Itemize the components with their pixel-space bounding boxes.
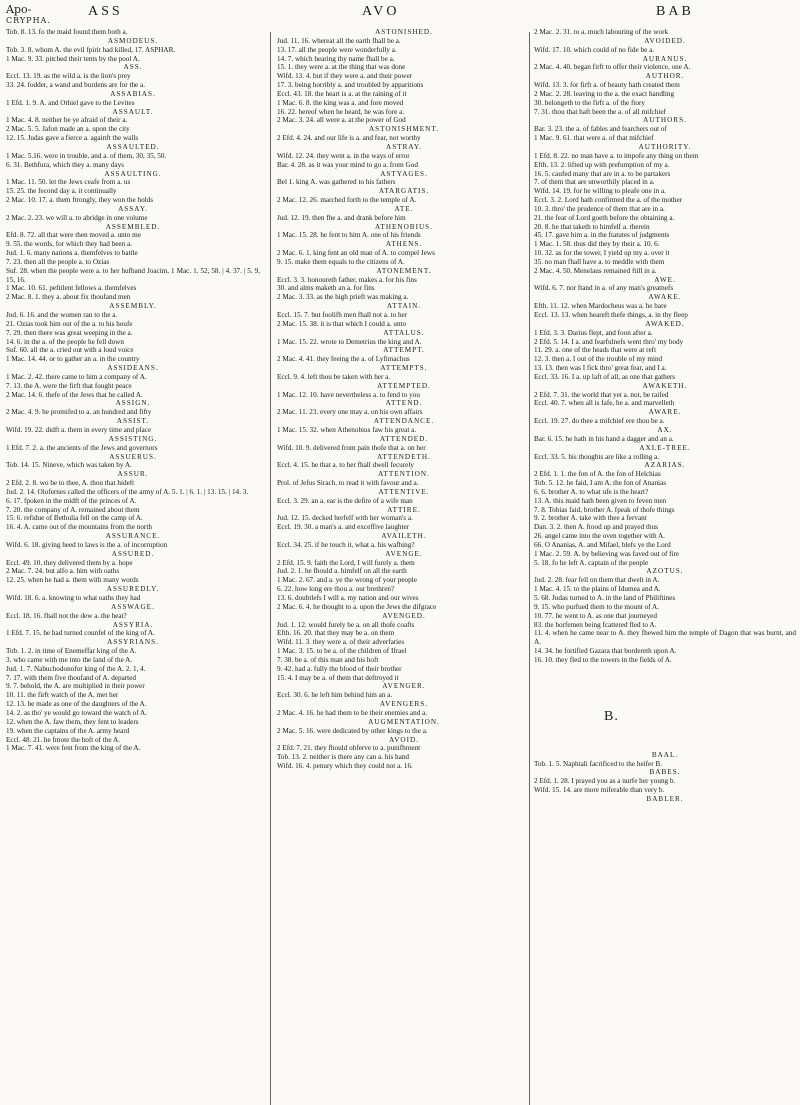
concordance-entry: Jud. 12. 19. then fhe a. and drank before him [277,213,406,222]
concordance-entry: Wifd. 10. 9. delivered from pain thofe that a. on her [277,443,426,452]
concordance-entry: 15. 25. the fecond day a. it continually [6,187,117,196]
concordance-entry: Efth. 16. 20. that they may be a. on them [277,629,395,638]
concordance-entry: 1 Mac. 12. 10. have nevertheless a. to fend to you [277,390,420,399]
concordance-entry: 16. 22. hereof when he heard, he was fore a. [277,107,405,116]
concordance-entry: 2 Mac. 11. 23. every one may a. on his own affairs [277,408,423,417]
concordance-entry: 12. 13. be made as one of the daughters of the A. [6,700,147,709]
concordance-entry: 12. 3. then a. I out of the trouble of my mind [534,355,663,364]
concordance-entry: Jud. 2. 28. fear fell on them that dwelt in A. [534,576,660,585]
entry-heading: ASSEMBLED. [105,222,161,231]
concordance-entry: 19. when the captains of the A. army heard [6,726,130,735]
concordance-entry: 2 Mac. 2. 23. we will a. to abridge in one volume [6,213,148,222]
concordance-entry: Tob. 1. 2. in time of Enemeffar king of the A. [6,647,137,656]
concordance-entry: 1 Mac. 2. 42. there came to him a company of A. [6,372,147,381]
concordance-entry: 1 Mac. 14. 44. or to gather an a. in the country [6,355,140,364]
concordance-entry: 1 Mac. 15. 28. he fent to him A. one of his friends [277,231,421,240]
concordance-entry: 21. Ozias took him out of the a. to his houfe [6,319,133,328]
concordance-entry: Eccl. 33. 5. his thoughts are like a rolling a. [534,452,660,461]
concordance-entry: 1 Mac. 3. 15. to be a. of the children of Ifrael [277,647,407,656]
concordance-entry: Wifd. 16. 4. penury which they could not a. 16. [277,762,413,771]
concordance-entry: 7. 38. be a. of this man and his hoft [277,655,379,664]
concordance-entry: Eccl. 18. 16. fhall not the dew a. the heat? [6,611,127,620]
concordance-entry: Suf. 60. all the a. cried out with a loud voice [6,346,134,355]
concordance-entry: 1 Mac. 11. 50. let the Jews ceafe from a. us [6,178,131,187]
concordance-entry: Tob. 13. 2. neither is there any can a. his hand [277,753,410,762]
letter-section-heading: B. [604,708,619,724]
entry-heading: ATE. [394,204,414,213]
concordance-entry: Efth. 13. 2. lifted up with prefumption of my a. [534,160,670,169]
concordance-entry: 6. 17. fpoken in the midft of the princes of A. [6,496,137,505]
concordance-entry: 2 Mac. 6. 1. king fent an old man of A. to compel Jews [277,249,435,258]
concordance-entry: 1 Mac. 7. 41. were fent from the king of the A. [6,744,141,753]
concordance-entry: 15. 1. they were a. at the thing that was done [277,63,406,72]
entry-heading: AVENGER. [382,682,426,691]
concordance-entry: Jud. 6. 16. and the women ran to the a. [6,311,118,319]
concordance-entry: 2 Mac. 8. 1. they a. about fix thoufand men [6,293,131,302]
entry-heading: AUTHORS. [643,116,687,125]
concordance-entry: 17. 3. being horribly a. and troubled by apparitions [277,81,424,90]
concordance-entry: 7. of them that are unworthily placed in a. [534,178,655,187]
concordance-entry: 45. 17. gave him a. in the ftatutes of judgments [534,231,670,240]
entry-heading: ASSURANCE. [105,532,161,541]
concordance-entry: 2 Mac. 3. 33. as the high prieft was making a. [277,293,409,302]
concordance-entry: 1 Mac. 15. 22. wrote to Demetrius the king and A. [277,337,422,346]
concordance-entry: Wifd. 15. 14. are more miferable than very b. [534,786,665,795]
section-label-bottom: CRYPHA. [6,16,51,25]
concordance-entry: 7. 13. the A. were the firft that fought peace [6,381,132,390]
concordance-entry: 5. 68. Judas turned to A. in the land of Philiftines [534,594,676,602]
concordance-entry: Eccl. 19. 30. a man's a. and exceffive laughter [277,523,410,532]
concordance-entry: 15. 4. I may be a. of them that deftroyed it [277,673,399,682]
entry-heading: ATTEMPTED. [377,381,431,390]
concordance-entry: 14. 6. in the a. of the people he fell down [6,337,124,346]
concordance-entry: 10. 32. as for the tower, I yield up my a. over it [534,249,670,258]
concordance-entry: Tob. 5. 12. he faid, I am A. the fon of Ananias [534,479,667,488]
concordance-entry: 2 Mac. 7. 24. but alfo a. him with oaths [6,567,120,576]
concordance-entry: 7. 17. with them five thoufand of A. departed [6,673,136,682]
concordance-entry: 10. 11. the firft watch of the A. met her [6,691,119,700]
entry-heading: ASSURED. [111,549,155,558]
concordance-entry: Bar. 3. 23. the a. of fables and fearchers out of [534,125,667,134]
concordance-entry: 1 Mac. 5.16. were in trouble, and a. of them, 30, 35, 50. [6,151,167,160]
concordance-entry: Efth. 11. 12. when Mardocheus was a. he bare [534,302,667,311]
entry-heading: ASSYRIANS. [107,638,159,647]
concordance-entry: Tob. 8. 13. fo the maid found them both a. [6,28,128,36]
entry-heading: AX. [657,425,673,434]
concordance-entry: Eccl. 9. 4. left thou be taken with her a. [277,372,391,381]
concordance-entry: 2 Mac. 6. 4. he thought to a. upon the Jews the difgrace [277,602,437,611]
concordance-entry: 2 Efd. 1. 1. the fon of A. the fon of Helchias [534,470,661,479]
entry-heading: ATHENOBIUS. [375,222,433,231]
concordance-entry: 6. 22. how long ere thou a. our brethren? [277,585,395,594]
concordance-entry: Tob. 14. 15. Nineve, which was taken by A. [6,461,132,470]
concordance-entry: 13. 13. then was I fick thro' great fear, and I a. [534,364,667,373]
concordance-entry: 2 Efd. 5. 14. I a. and fearfulnefs went thro' my body [534,337,684,346]
concordance-entry: 35. no man fhall have a. to meddle with them [534,257,665,266]
concordance-entry: Eccl. 49. 10. they delivered them by a. hope [6,558,133,567]
entry-heading: ATHENS. [385,240,423,249]
concordance-entry: 2 Mac. 4. 50. Menelaus remained ftill in a. [534,266,657,275]
column-1 [6,28,260,753]
concordance-entry: 9. 42. had a. fully the blood of their brother [277,664,402,673]
concordance-entry: 13. 17. all the people were wonderfully a. [277,45,397,54]
entry-heading: ATONEMENT. [376,266,432,275]
concordance-entry: Wifd. 13. 4. but if they were a. and their power [277,72,413,81]
concordance-entry: Wifd. 6. 7. nor ftand in a. of any man's greatnefs [534,284,674,293]
concordance-entry: Eccl. 4. 15. he that a. to her fhall dwell fecurely [277,461,414,470]
entry-heading: ATTALUS. [383,328,425,337]
concordance-entry: Eccl. 34. 25. if he touch it, what a. his wafhing? [277,540,415,549]
entry-heading: ATARGATIS. [378,187,430,196]
entry-heading: ASSAULTED. [106,142,160,151]
concordance-entry: 33. 24. fodder, a wand and burdens are for the a. [6,81,146,90]
concordance-entry: 1 Mac. 6. 8. the king was a. and fore moved [277,98,404,107]
concordance-entry: 2 Mac. 3. 24. all were a. at the power of God [277,116,406,125]
concordance-entry: Eccl. 3. 2. Lord hath confirmed the a. of the mother [534,196,683,205]
concordance-entry: 2 Efd. 7. 31. the world that yet a. not, be raifed [534,390,669,399]
concordance-entry: Eccl. 15. 7. but foolifh men fhall not a. to her [277,311,408,319]
concordance-entry: Eccl. 13. 13. when heareft thefe things, a. in thy fleep [534,311,688,319]
entry-heading: ASSUREDLY. [106,585,160,594]
concordance-entry: 15. 6. refidue of Bethulia fell on the camp of A. [6,514,143,523]
concordance-entry: 1 Efd. 1. 9. A. and Othiel gave to the Levites [6,98,135,107]
entry-heading: ATTENTIVE. [378,487,430,496]
concordance-entry: Wifd. 12. 24. they went a. in the ways of error [277,151,410,160]
concordance-entry: 2 Mac. 5. 5. Jafon made an a. upon the city [6,125,130,134]
concordance-entry: 83. the horfemen being fcattered fled to A. [534,620,657,629]
concordance-entry: Bar. 6. 15. he hath in his hand a dagger and an a. [534,434,674,443]
concordance-entry: 1 Efd. 3. 3. Darius flept, and foon after a. [534,328,653,337]
concordance-entry: Eccl. 40. 7. when all is fafe, he a. and marvelleth [534,399,675,408]
concordance-entry: Jud. 1. 12. would furely be a. on all thofe coafts [277,620,415,629]
concordance-entry: 5. 18. fo he left A. captain of the people [534,558,649,567]
column-3 [534,28,796,804]
entry-heading: AUGMENTATION. [368,717,440,726]
concordance-entry: Jud. 11. 16. whereat all the earth fhall be a. [277,36,401,45]
entry-heading: AWAKE. [648,293,682,302]
entry-heading: ASSAULTING. [104,169,162,178]
concordance-entry: 7. 8. Tobias faid, brother A. fpeak of thofe things [534,505,675,514]
entry-heading: BABES. [649,768,681,777]
entry-heading: ASSUR. [117,470,149,479]
entry-heading: AWAKED. [645,319,685,328]
concordance-entry: 11. 29. a. one of the heads that were at reft [534,346,657,355]
entry-heading: ATTIRE. [387,505,421,514]
entry-heading: ASTRAY. [386,142,422,151]
concordance-entry: 12. 25. when he had a. them with many words [6,576,139,585]
entry-heading: ATTAIN. [386,302,422,311]
concordance-entry: 1 Mac. 4. 8. neither be ye afraid of their a. [6,116,128,125]
concordance-entry: 3. who came with me into the land of the A. [6,655,133,664]
column-2 [277,28,531,771]
concordance-entry: 14. 2. as tho' ye would go toward the watch of A. [6,708,148,717]
concordance-entry: 6. 31. Bethfura, which they a. many days [6,160,124,169]
concordance-entry: Tob. 1. 5. Naphtali facrificed to the heifer B. [534,759,663,768]
concordance-entry: 1 Mac. 9. 61. that were a. of that mifchief [534,134,654,143]
concordance-entry: 2 Mac. 2. 28. leaving to the a. the exact handling [534,89,675,98]
concordance-entry: Wifd. 14. 19. for he willing to pleafe one in a. [534,187,666,196]
entry-heading: AVOIDED. [644,36,686,45]
entry-heading: ASSIDEANS. [107,364,159,373]
entry-heading: AVENGED. [382,611,426,620]
concordance-entry: 7. 20. the company of A. remained about them [6,505,140,514]
entry-heading: BABLER. [646,794,684,803]
concordance-entry: 11. 4. when he came near to A. they fhewed him the temple of Dagon that was burnt, and A. [534,629,796,647]
concordance-entry: Jud. 2. 1. he fhould a. himfelf on all the earth [277,567,407,576]
running-head-right: BAB [656,4,694,19]
concordance-entry: 16. 10. they fled to the towers in the fields of A. [534,655,672,664]
concordance-entry: 16. 5. caufed many that are in a. to be partakers [534,169,671,178]
concordance-entry: 26. angel came into the oven together with A. [534,532,665,541]
running-head-center: AVO [362,4,400,19]
concordance-entry: 7. 29. then there was great weeping in the a. [6,328,133,337]
concordance-entry: 1 Mac. 2. 59. A. by believing was faved out of fire [534,549,680,558]
concordance-entry: Suf. 28. when the people were a. to her hufband Joacim, 1 Mac. 1. 52, 58. | 4. 37. | 5. 9, 15, 16. [6,266,260,284]
entry-heading: ASSIGN. [115,399,151,408]
concordance-entry: 1 Mac. 1. 58. thus did they by their a. 10. 6. [534,240,660,249]
concordance-entry: 12. when the A. faw them, they fent to leaders [6,717,139,726]
concordance-entry: Wifd. 13. 3. for firft a. of beauty hath created them [534,81,680,90]
concordance-entry: 14. 34. he fortified Gazara that bordereth upon A. [534,647,677,656]
entry-heading: AVOID. [388,735,420,744]
concordance-entry: Jud. 2. 14. Olofernes called the officers of the army of A. 5. 1. | 6. 1. | 13. 15. | 14. 3. [6,487,249,496]
concordance-entry: 2 Efd. 4. 24. and our life is a. and fear, not worthy [277,134,421,143]
entry-heading: ASSEMBLY. [109,302,157,311]
concordance-entry: 2 Efd. 2. 8. wo be to thee, A. thou that hideft [6,479,135,488]
entry-heading: ASTYAGES. [380,169,428,178]
concordance-entry: Eccl. 19. 27. do thee a mifchief ere thou be a. [534,417,665,426]
entry-heading: ATTEND. [385,399,423,408]
concordance-entry: 6. 6. brother A. to what ufe is the heart? [534,487,649,496]
concordance-entry: Bar. 4. 28. as it was your mind to go a. from God [277,160,418,169]
section-label-top: Apo- [6,3,32,16]
section-label [6,4,51,26]
concordance-entry: 2 Mac. 12. 26. marched forth to the temple of A. [277,196,417,205]
concordance-entry: Prol. of Jefus Sirach. to read it with favour and a. [277,479,419,488]
entry-heading: AWE. [654,275,676,284]
entry-heading: AXLE-TREE. [639,443,691,452]
concordance-entry: 2 Mac. 4. 40. began firft to offer their violence, one A. [534,63,691,72]
entry-heading: ASSUERUS. [109,452,157,461]
concordance-entry: 1 Efd. 7. 2. a. the ancients of the Jews and governors [6,443,158,452]
concordance-entry: 1 Mac. 4. 15. to the plains of Idumea and A. [534,585,661,594]
concordance-entry: Wifd. 6. 18. giving heed to laws is the a. of incorruption [6,540,168,549]
concordance-entry: Wifd. 19. 22. didft a. them in every time and place [6,425,152,434]
entry-heading: ATTENTION. [378,470,430,479]
concordance-entry: 66. O Ananias, A. and Mifael, blefs ye the Lord [534,540,671,549]
entry-heading: AUTHOR. [645,72,685,81]
concordance-entry: Wifd. 17. 10. which could of no fide be a. [534,45,655,54]
concordance-entry: Dan. 3. 2. then A. ftood up and prayed thus [534,523,658,532]
concordance-entry: Eccl. 3. 3. honoureth father, makes a. for his fins [277,275,417,284]
concordance-entry: Eccl. 48. 21. he fmote the hoft of the A. [6,735,120,744]
concordance-entry: 2 Efd. 15. 9. faith the Lord, I will furely a. them [277,558,415,567]
concordance-entry: 1 Mac. 2. 67. and a. ye the wrong of your people [277,576,417,585]
concordance-entry: 2 Mac. 4. 16. he had them to be their enemies and a. [277,708,428,717]
concordance-entry: Jud. 1. 6. many nations a. themfelves to battle [6,249,138,258]
concordance-entry: 7. 31. thou that haft been the a. of all mifchief [534,107,666,116]
concordance-entry: 2 Mac. 4. 9. he promifed to a. an hundred and fifty [6,408,152,417]
entry-heading: ASTONISHMENT. [368,125,440,134]
concordance-entry: 1 Mac. 10. 61. peftilent fellows a. themfelves [6,284,137,293]
entry-heading: ASSABIAS. [110,89,156,98]
entry-heading: AURANUS. [642,54,688,63]
concordance-entry: 9. 55. the words, for which they had been a. [6,240,132,249]
concordance-entry: 30. and alms maketh an a. for fins [277,284,375,293]
concordance-entry: 9. 15. who purfued them to the mount of A. [534,602,659,611]
concordance-entry: 7. 23. then all the people a. to Ozias [6,257,110,266]
concordance-entry: Eccl. 13. 19. as the wild a. is the lion's prey [6,72,131,81]
entry-heading: ASSYRIA. [112,620,154,629]
concordance-entry: 2 Efd. 1. 28. I prayed you as a nurfe her young b. [534,777,676,786]
running-head-left: ASS [88,4,123,19]
entry-heading: ASSAULT. [112,107,154,116]
concordance-entry: 13. 6. doubtlefs I will a. my nation and our wives [277,594,419,602]
entry-heading: ASSAY. [118,204,148,213]
concordance-entry: 2 Mac. 4. 41. they feeing the a. of Lyfimachus [277,355,410,364]
concordance-entry: Jud. 1. 7. Nabuchodonofor king of the A. 2. 1, 4. [6,664,146,673]
concordance-entry: 9. 7. behold, the A. are multiplied in their power [6,682,145,691]
concordance-entry: Wifd. 18. 6. a. knowing to what oaths they had [6,594,141,602]
concordance-entry: Eccl. 30. 6. he left him behind him an a. [277,691,393,700]
concordance-entry: Eccl. 3. 29. an a. ear is the defire of a wife man [277,496,413,505]
entry-heading: ATTEMPTS. [380,364,428,373]
concordance-entry: 20. 8. he that taketh to himfelf a. therein [534,222,650,231]
concordance-entry: 2 Efd. 7. 21. they fhould obferve to a. punifhment [277,744,421,753]
concordance-entry: 2 Mac. 10. 17. a. them ftrongly, they won the holds [6,196,154,205]
entry-heading: BAAL. [651,750,679,759]
concordance-entry: Eccl. 33. 16. I a. up laft of all, as one that gathers [534,372,676,381]
entry-heading: ATTENDETH. [377,452,431,461]
entry-heading: ASSIST. [116,417,150,426]
entry-heading: ASTONISHED. [375,28,433,36]
entry-heading: AZARIAS. [644,461,686,470]
concordance-entry: 2 Mac. 2. 31. to a. much labouring of the work [534,28,669,36]
entry-heading: ATTENDED. [379,434,429,443]
concordance-entry: Jud. 12. 15. decked herfelf with her woman's a. [277,514,413,523]
concordance-entry: 1 Mac. 15. 32. when Athenobius faw his great a. [277,425,417,434]
concordance-entry: 2 Mac. 14. 6. thefe of the Jews that he called A. [6,390,143,399]
entry-heading: ATTENDANCE. [373,417,435,426]
concordance-entry: 9. 2. brother A. take with thee a fervant [534,514,647,523]
concordance-entry: 21. the fear of Lord goeth before the obtaining a. [534,213,675,222]
entry-heading: AVENGE. [385,549,423,558]
concordance-entry: 9. 15. make them equals to the citizens of A. [277,257,405,266]
concordance-entry: Eccl. 43. 18. the heart is a. at the raining of it [277,89,407,98]
entry-heading: ASS. [123,63,143,72]
column-divider [270,32,271,1105]
entry-heading: ASSWAGE. [111,602,155,611]
concordance-entry: 2 Mac. 15. 38. it is that which I could a. unto [277,319,407,328]
entry-heading: AWAKETH. [642,381,688,390]
concordance-entry: 1 Efd. 8. 22. no man have a. to impofe any thing on them [534,151,699,160]
entry-heading: ASMODEUS. [107,36,159,45]
concordance-entry: 12. 15. Judas gave a fierce a. againft the walls [6,134,139,143]
concordance-entry: Wifd. 11. 3. they were a. of their adverfaries [277,638,405,647]
concordance-entry: 10. 3. thro' the prudence of them that are in a. [534,204,665,213]
concordance-entry: 14. 7. which hearing thy name fhall be a. [277,54,395,63]
concordance-entry: 1 Mac. 9. 33. pitched their tents by the pool A. [6,54,140,63]
concordance-entry: 2 Mac. 5. 16. were dedicated by other kings to the a. [277,726,428,735]
entry-heading: AWARE. [648,408,682,417]
entry-heading: AVAILETH. [381,532,427,541]
concordance-entry: 30. belongeth to the firft a. of the ftory [534,98,645,107]
entry-heading: AVENGERS. [379,700,429,709]
entry-heading: ATTEMPT. [383,346,425,355]
entry-heading: ASSISTING. [108,434,158,443]
concordance-entry: 13. A. this maid hath been given to feven men [534,496,667,505]
entry-heading: AUTHORITY. [638,142,692,151]
concordance-entry: Efd. 8. 72. all that were then moved a. unto me [6,231,141,240]
concordance-entry: Tob. 3. 8. whom A. the evil fpirit had killed, 17. ASPHAR. [6,45,176,54]
concordance-entry: 16. 4. A. came out of the mountains from the north [6,523,152,532]
concordance-entry: 10. 77. he went to A. as one that journeyed [534,611,657,620]
concordance-entry: 1 Efd. 7. 15. he had turned counfel of the king of A. [6,629,155,638]
entry-heading: AZOTUS. [646,567,684,576]
concordance-entry: Bel 1. king A. was gathered to his fathers [277,178,396,187]
